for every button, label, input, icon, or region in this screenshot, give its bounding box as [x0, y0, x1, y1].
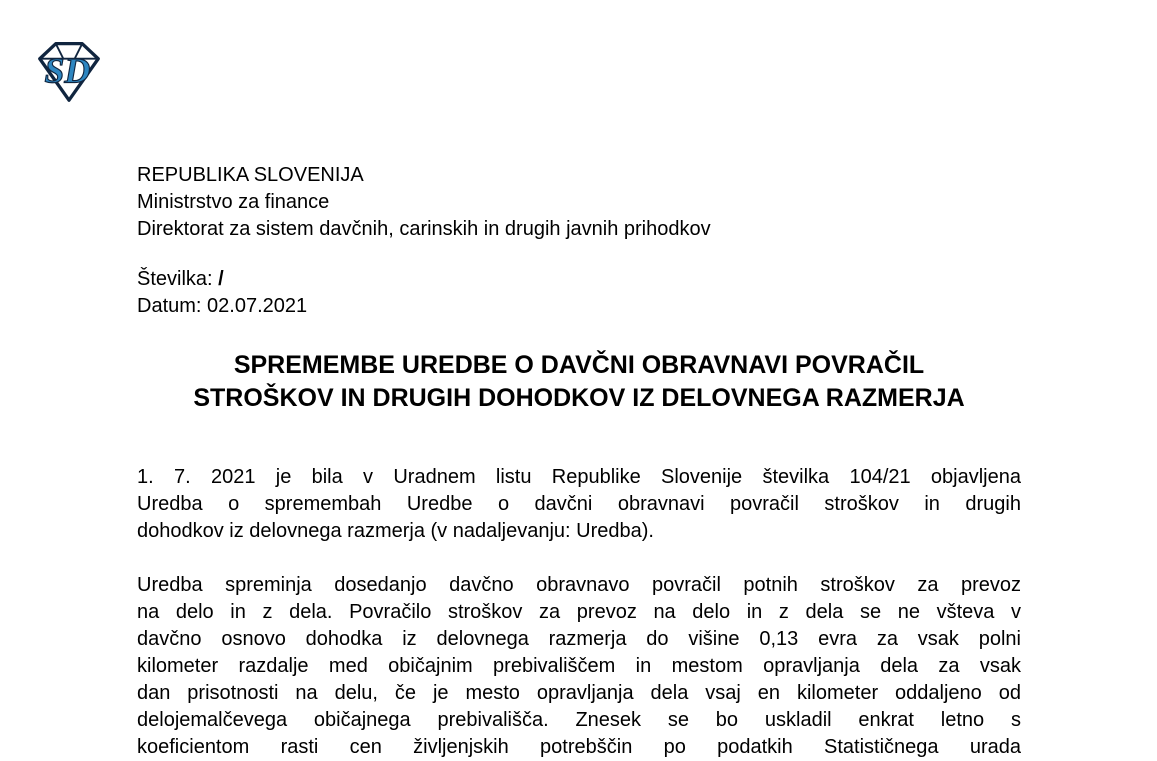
reference-date-label: Datum: — [137, 295, 202, 317]
reference-date-row — [137, 293, 1021, 320]
text-line: na delo in z dela. Povračilo stroškov za prevoz na delo in z dela se ne všteva v — [137, 601, 1021, 623]
letterhead-country: REPUBLIKA SLOVENIJA — [137, 164, 364, 186]
reference-number-value: / — [218, 268, 224, 290]
paragraph-2 — [137, 572, 1021, 761]
text-line: dohodkov iz delovnega razmerja (v nadaljevanju: Uredba). — [137, 520, 654, 542]
text-line: koeficientom rasti cen življenjskih potrebščin po podatkih Statističnega urada — [137, 736, 1021, 758]
text-line: Uredba spreminja dosedanjo davčno obravnavo povračil potnih stroškov za prevoz — [137, 574, 1021, 596]
reference-number-label: Številka: — [137, 268, 213, 290]
document-title — [137, 349, 1021, 415]
letterhead-directorate: Direktorat za sistem davčnih, carinskih in drugih javnih prihodkov — [137, 218, 711, 240]
logo-letters: SD — [44, 50, 91, 91]
text-line: delojemalčevega običajnega prebivališča. Znesek se bo uskladil enkrat letno s — [137, 709, 1021, 731]
letterhead — [137, 162, 1021, 243]
text-line: davčno osnovo dohodka iz delovnega razmerja do višine 0,13 evra za vsak polni — [137, 628, 1021, 650]
document-title-line-1: SPREMEMBE UREDBE O DAVČNI OBRAVNAVI POVRAČIL — [233, 351, 925, 379]
reference-number-row — [137, 266, 1021, 293]
sd-diamond-logo-icon — [33, 38, 105, 104]
letterhead-ministry: Ministrstvo za finance — [137, 191, 330, 213]
text-line: dan prisotnosti na delu, če je mesto opravljanja dela vsaj en kilometer oddaljeno od — [137, 682, 1021, 704]
text-line: Uredba o spremembah Uredbe o davčni obravnavi povračil stroškov in drugih — [137, 493, 1021, 515]
reference-block — [137, 266, 1021, 320]
text-line: kilometer razdalje med običajnim prebivališčem in mestom opravljanja dela za vsak — [137, 655, 1021, 677]
document-title-line-2: STROŠKOV IN DRUGIH DOHODKOV IZ DELOVNEGA RAZMERJA — [193, 384, 965, 412]
text-line: 1. 7. 2021 je bila v Uradnem listu Republike Slovenije številka 104/21 objavljena — [137, 466, 1021, 488]
reference-date-value: 02.07.2021 — [207, 295, 308, 317]
paragraph-1 — [137, 464, 1021, 545]
